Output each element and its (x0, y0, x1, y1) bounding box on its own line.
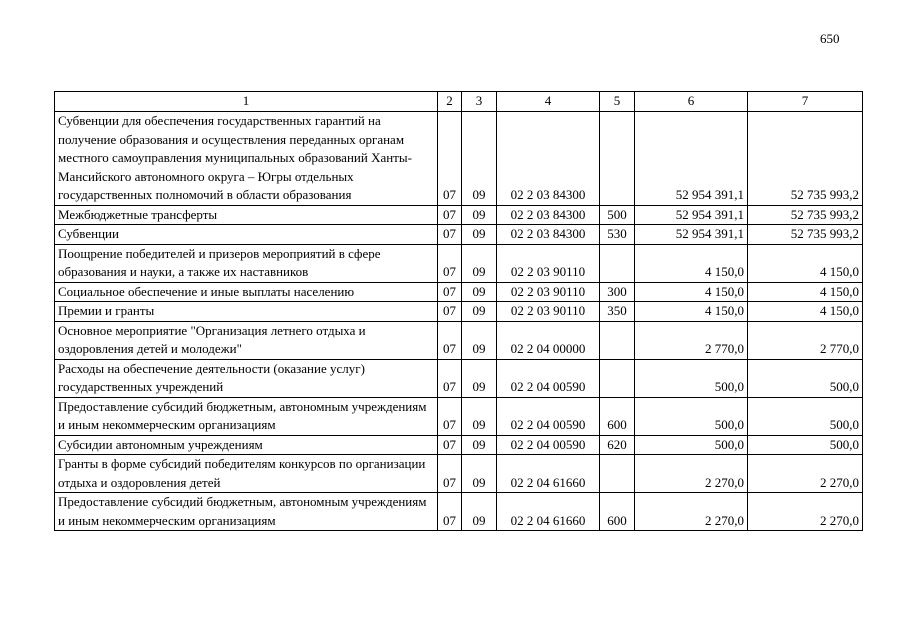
cell-name: Основное мероприятие "Организация летнего отдыха и оздоровления детей и молодежи" (55, 321, 438, 359)
cell-amount-2: 52 735 993,2 (748, 205, 863, 225)
cell-target-article: 02 2 03 90110 (497, 282, 600, 302)
cell-target-article: 02 2 03 84300 (497, 225, 600, 245)
table-row (55, 244, 863, 282)
cell-target-article: 02 2 03 84300 (497, 205, 600, 225)
cell-amount-2: 500,0 (748, 359, 863, 397)
cell-amount-1: 500,0 (635, 359, 748, 397)
cell-amount-1: 500,0 (635, 397, 748, 435)
cell-expense-type (600, 321, 635, 359)
cell-amount-2: 2 270,0 (748, 455, 863, 493)
cell-name: Гранты в форме субсидий победителям конкурсов по организации отдыха и оздоровления детей (55, 455, 438, 493)
table-row (55, 225, 863, 245)
cell-expense-type (600, 112, 635, 206)
cell-name: Субвенции для обеспечения государственных гарантий на получение образования и осуществления переданных органам местного самоуправления муниципальных образований Ханты-Мансийского автономного округа – Югры отдельных государственных полномочий в области образования (55, 112, 438, 206)
table-row (55, 397, 863, 435)
cell-section: 07 (438, 455, 462, 493)
cell-expense-type: 530 (600, 225, 635, 245)
cell-amount-2: 2 770,0 (748, 321, 863, 359)
cell-amount-1: 4 150,0 (635, 244, 748, 282)
header-col-5: 5 (600, 92, 635, 112)
cell-amount-2: 4 150,0 (748, 244, 863, 282)
cell-section: 07 (438, 302, 462, 322)
cell-expense-type: 620 (600, 435, 635, 455)
cell-section: 07 (438, 493, 462, 531)
header-row (55, 92, 863, 112)
cell-section: 07 (438, 435, 462, 455)
cell-amount-1: 2 770,0 (635, 321, 748, 359)
cell-expense-type (600, 455, 635, 493)
cell-amount-2: 52 735 993,2 (748, 112, 863, 206)
cell-amount-1: 2 270,0 (635, 493, 748, 531)
header-col-7: 7 (748, 92, 863, 112)
header-col-3: 3 (462, 92, 497, 112)
cell-expense-type (600, 244, 635, 282)
header-col-2: 2 (438, 92, 462, 112)
cell-target-article: 02 2 03 84300 (497, 112, 600, 206)
page-number: 650 (820, 31, 840, 46)
cell-amount-1: 52 954 391,1 (635, 225, 748, 245)
cell-name: Межбюджетные трансферты (55, 205, 438, 225)
table-row (55, 493, 863, 531)
cell-subsection: 09 (462, 112, 497, 206)
cell-amount-1: 500,0 (635, 435, 748, 455)
cell-amount-1: 2 270,0 (635, 455, 748, 493)
table-row (55, 435, 863, 455)
cell-subsection: 09 (462, 282, 497, 302)
table-row (55, 205, 863, 225)
cell-section: 07 (438, 205, 462, 225)
cell-amount-1: 52 954 391,1 (635, 112, 748, 206)
cell-target-article: 02 2 03 90110 (497, 244, 600, 282)
cell-expense-type: 600 (600, 493, 635, 531)
table-row (55, 112, 863, 206)
cell-section: 07 (438, 321, 462, 359)
cell-amount-1: 52 954 391,1 (635, 205, 748, 225)
cell-name: Субсидии автономным учреждениям (55, 435, 438, 455)
cell-name: Премии и гранты (55, 302, 438, 322)
cell-subsection: 09 (462, 225, 497, 245)
cell-expense-type: 600 (600, 397, 635, 435)
cell-section: 07 (438, 359, 462, 397)
cell-section: 07 (438, 282, 462, 302)
cell-name: Поощрение победителей и призеров мероприятий в сфере образования и науки, а также их наставников (55, 244, 438, 282)
cell-subsection: 09 (462, 244, 497, 282)
cell-amount-1: 4 150,0 (635, 302, 748, 322)
header-col-6: 6 (635, 92, 748, 112)
cell-expense-type: 500 (600, 205, 635, 225)
cell-subsection: 09 (462, 321, 497, 359)
cell-expense-type: 350 (600, 302, 635, 322)
cell-amount-2: 500,0 (748, 435, 863, 455)
cell-target-article: 02 2 04 00000 (497, 321, 600, 359)
cell-name: Предоставление субсидий бюджетным, автономным учреждениям и иным некоммерческим организациям (55, 397, 438, 435)
cell-section: 07 (438, 244, 462, 282)
cell-amount-1: 4 150,0 (635, 282, 748, 302)
cell-subsection: 09 (462, 493, 497, 531)
cell-target-article: 02 2 04 61660 (497, 493, 600, 531)
cell-name: Социальное обеспечение и иные выплаты населению (55, 282, 438, 302)
table-row (55, 302, 863, 322)
header-col-4: 4 (497, 92, 600, 112)
cell-section: 07 (438, 112, 462, 206)
cell-subsection: 09 (462, 302, 497, 322)
table-row (55, 321, 863, 359)
cell-target-article: 02 2 04 61660 (497, 455, 600, 493)
cell-amount-2: 500,0 (748, 397, 863, 435)
cell-name: Предоставление субсидий бюджетным, автономным учреждениям и иным некоммерческим организациям (55, 493, 438, 531)
header-col-1: 1 (55, 92, 438, 112)
cell-target-article: 02 2 04 00590 (497, 435, 600, 455)
cell-subsection: 09 (462, 435, 497, 455)
cell-amount-2: 52 735 993,2 (748, 225, 863, 245)
cell-subsection: 09 (462, 455, 497, 493)
cell-name: Расходы на обеспечение деятельности (оказание услуг) государственных учреждений (55, 359, 438, 397)
cell-subsection: 09 (462, 397, 497, 435)
cell-target-article: 02 2 04 00590 (497, 397, 600, 435)
table-row (55, 282, 863, 302)
cell-expense-type (600, 359, 635, 397)
cell-amount-2: 2 270,0 (748, 493, 863, 531)
cell-amount-2: 4 150,0 (748, 282, 863, 302)
cell-name: Субвенции (55, 225, 438, 245)
cell-amount-2: 4 150,0 (748, 302, 863, 322)
cell-subsection: 09 (462, 205, 497, 225)
table-row (55, 359, 863, 397)
budget-table (54, 91, 863, 531)
cell-target-article: 02 2 03 90110 (497, 302, 600, 322)
cell-section: 07 (438, 225, 462, 245)
cell-subsection: 09 (462, 359, 497, 397)
table-row (55, 455, 863, 493)
cell-expense-type: 300 (600, 282, 635, 302)
cell-target-article: 02 2 04 00590 (497, 359, 600, 397)
cell-section: 07 (438, 397, 462, 435)
